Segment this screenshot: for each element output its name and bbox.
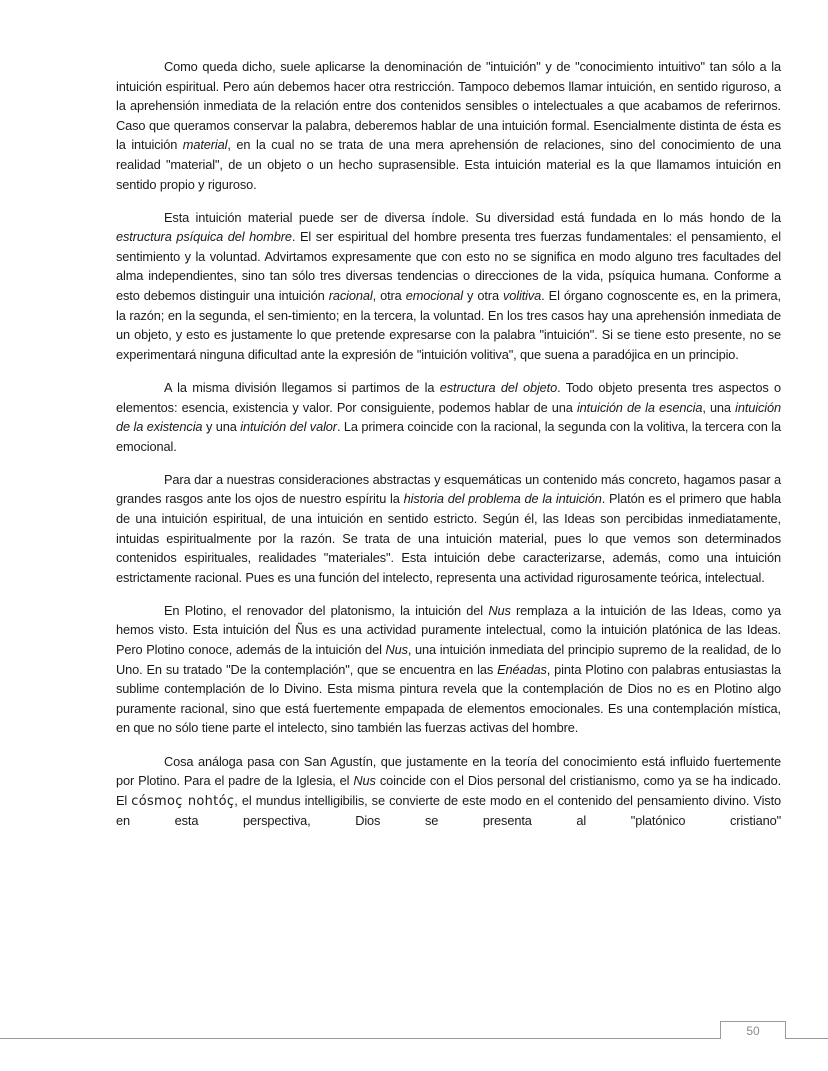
text-run: En Plotino, el renovador del platonismo, la intuición del	[164, 602, 489, 618]
text-run: Como queda dicho, suele aplicarse la denominación de "intuición" y de "conocimiento intuitivo" tan sólo a la intuición espiritual. Pero aún debemos hacer otra restricción. Tampoco debemos llamar intuición, en sentido riguroso, a la aprehensión inmediata de la relación entre dos contenidos sensibles o intelectuales a que acabamos de referirnos. Caso que queramos conservar la palabra, deberemos hablar de una intuición formal. Esencialmente distinta de ésta es la intuición	[116, 59, 781, 153]
greek-text: cósmoç nohtóç	[131, 793, 235, 809]
italic-text: emocional	[405, 288, 463, 304]
text-run: , una intuición inmediata del principio supremo de la realidad, de lo Uno. En su tratado "De la contemplación", que se encuentra en las	[116, 642, 781, 677]
footer-divider	[0, 1038, 828, 1039]
text-run: . El ser espiritual del hombre presenta tres fuerzas fundamentales: el pensamiento, el sentimiento y la voluntad. Advirtamos expresamente que con esto no se significa en modo alguno tres facultades del alma independientes, sino tan sólo tres diversas tendencias o direcciones de la vida, psíquica humana. Conforme a esto debemos distinguir una intuición	[116, 229, 781, 304]
text-run: , otra	[372, 288, 406, 304]
text-run: . El órgano cognoscente es, en la primera, la razón; en la segunda, el sen-timiento; en la tercera, la voluntad. En los tres casos hay una aprehensión inmediata de un objeto, y esto es justamente lo que pretende expresarse con la palabra "intuición". Si se tiene esto presente, no se experimentará ninguna dificultad ante la expresión de "intuición volitiva", que suena a paradójica en un principio.	[116, 288, 781, 362]
text-run: y una	[202, 419, 241, 435]
paragraph	[116, 378, 781, 456]
text-run: , pinta Plotino con palabras entusiastas la sublime contemplación de lo Divino. Esta misma pintura revela que la contemplación de Dios no es en Plotino algo puramente racional, sino que está fuertemente empapada de elementos emocionales. Es una contemplación mística, en que no sólo tiene parte el intelecto, sino también las fuerzas activas del hombre.	[116, 661, 781, 736]
text-run: Esta intuición material puede ser de diversa índole. Su diversidad está fundada en lo más hondo de la	[164, 209, 781, 225]
paragraph	[116, 57, 781, 194]
page-number: 50	[720, 1021, 786, 1039]
paragraph	[116, 470, 781, 588]
italic-text: Nus	[353, 773, 376, 789]
text-run: Para dar a nuestras consideraciones abstractas y esquemáticas un contenido más concreto, hagamos pasar a grandes rasgos ante los ojos de nuestro espíritu la	[116, 471, 781, 507]
italic-text: intuición de la esencia	[576, 399, 703, 415]
text-run: A la misma división llegamos si partimos de la	[164, 379, 440, 395]
text-run: Cosa análoga pasa con San Agustín, que justamente en la teoría del conocimiento está influido fuertemente por Plotino. Para el padre de la Iglesia, el	[116, 753, 781, 789]
italic-text: intuición de la existencia	[116, 399, 781, 435]
text-run: coincide con el Dios personal del cristianismo, como ya se ha indicado. El	[116, 773, 781, 808]
text-run: , el mundus intelligibilis, se convierte de este modo en el contenido del pensamiento divino. Visto en esta perspectiva, Dios se presenta al "platónico cristiano"	[116, 792, 782, 829]
italic-text: Enéadas	[497, 661, 547, 677]
document-body	[116, 57, 781, 844]
text-run: remplaza a la intuición de las Ideas, como ya hemos visto. Esta intuición del Ñus es una actividad puramente intelectual, como la intuición platónica de las Ideas. Pero Plotino conoce, además de la intuición del	[116, 602, 781, 658]
paragraph	[116, 601, 781, 738]
italic-text: volitiva	[503, 288, 542, 304]
italic-text: estructura psíquica del hombre	[116, 229, 292, 245]
italic-text: material	[182, 137, 228, 153]
text-run: . La primera coincide con la racional, la segunda con la volitiva, la tercera con la emocional.	[116, 419, 781, 454]
italic-text: racional	[328, 288, 373, 304]
text-run: , en la cual no se trata de una mera aprehensión de relaciones, sino del conocimiento de una realidad "material", de un objeto o un hecho suprasensible. Esta intuición material es la que llamamos intuición en sentido propio y riguroso.	[116, 137, 781, 192]
text-run: , una	[702, 399, 736, 415]
italic-text: Nus	[488, 602, 511, 618]
italic-text: intuición del valor	[240, 419, 337, 435]
paragraph	[116, 208, 781, 365]
italic-text: Nus	[385, 642, 408, 658]
italic-text: historia del problema de la intuición	[403, 491, 602, 507]
italic-text: estructura del objeto	[439, 379, 558, 395]
text-run: . Platón es el primero que habla de una intuición espiritual, de una intuición en sentido estricto. Según él, las Ideas son percibidas inmediatamente, intuidas espiritualmente por la razón. Se trata de una intuición material, pues lo que vemos son determinados contenidos espirituales, realidades "materiales". Esta intuición debe caracterizarse, además, como una intuición estrictamente racional. Pues es una función del intelecto, representa una actividad rigurosamente teórica, intelectual.	[116, 491, 781, 585]
text-run: y otra	[462, 288, 504, 304]
text-run: . Todo objeto presenta tres aspectos o elementos: esencia, existencia y valor. Por consiguiente, podemos hablar de una	[116, 379, 782, 415]
paragraph	[116, 752, 781, 831]
